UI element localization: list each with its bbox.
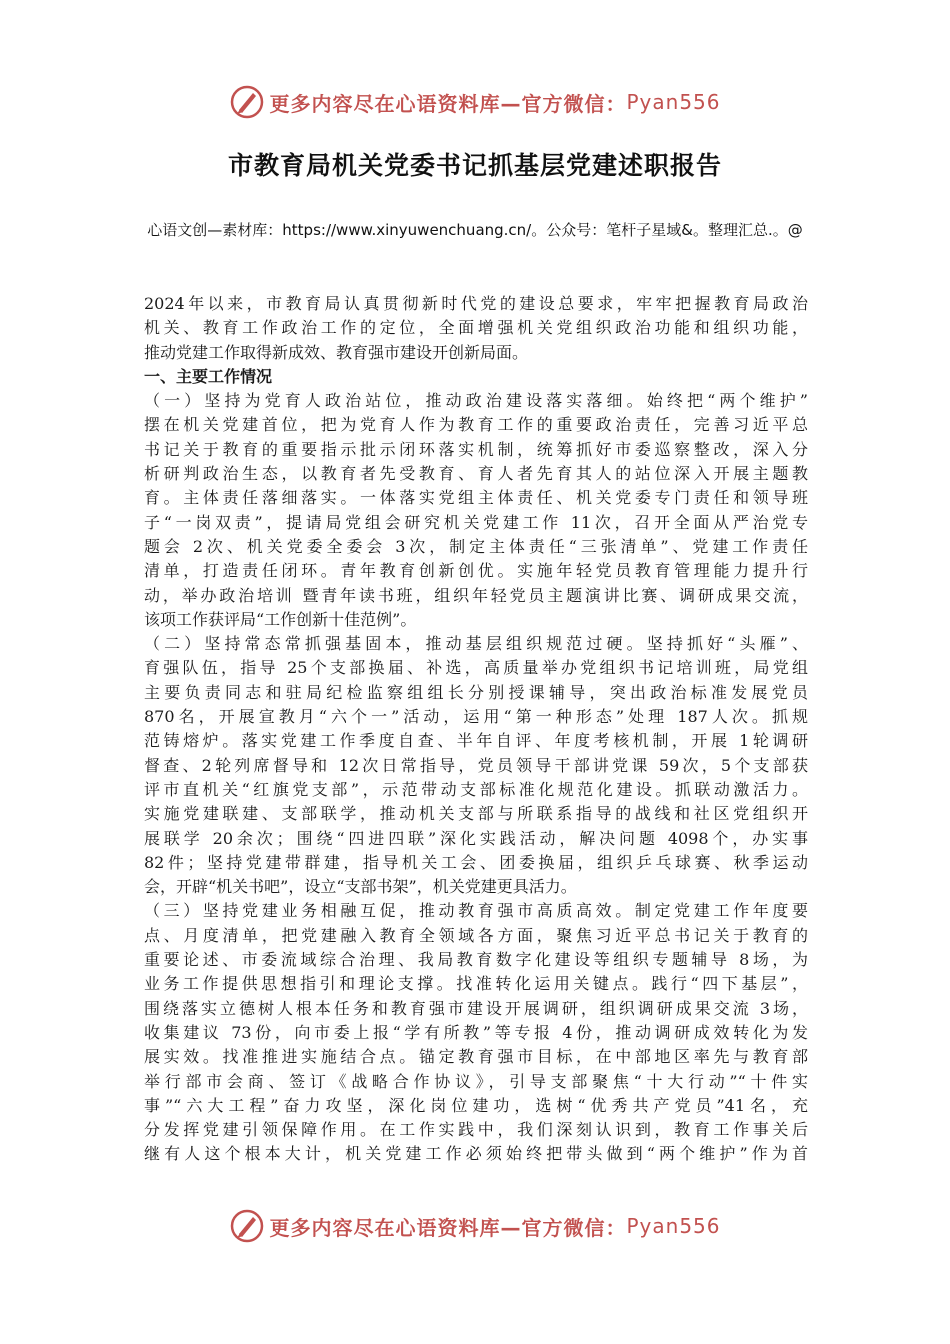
body-line: 举行部市会商、签订《战略合作协议》，引导支部聚焦“十大行动”“十件实 [144, 1071, 808, 1091]
body-line: 育强队伍，指导 25个支部换届、补选，高质量举办党组织书记培训班，局党组 [144, 658, 808, 678]
pen-logo-icon [229, 84, 265, 120]
pen-logo-icon [229, 1208, 265, 1244]
source-line: 心语文创—素材库：https://www.xinyuwenchuang.cn/。公众号：笔杆子星域&。整理汇总.。@ [147, 221, 803, 239]
body-line: 82件；坚持党建带群建，指导机关工会、团委换届，组织乒乓球赛、秋季运动 [144, 852, 808, 872]
body-line: 收集建议 73份，向市委上报“学有所教”等专报 4份，推动调研成效转化为发 [144, 1022, 808, 1042]
body-line: 2024年以来，市教育局认真贯彻新时代党的建设总要求，牢牢把握教育局政治 [144, 294, 808, 313]
body-line: 点、月度清单，把党建融入教育全领域各方面，聚焦习近平总书记关于教育的 [144, 925, 808, 945]
body-line: 育。主体责任落细落实。一体落实党组主体责任、机关党委专门责任和领导班 [144, 488, 808, 508]
body-line: 子“一岗双责”，提请局党组会研究机关党建工作 11次，召开全面从严治党专 [144, 512, 808, 532]
document-body [144, 292, 808, 1167]
header-banner [0, 82, 950, 122]
body-line: 围绕落实立德树人根本任务和教育强市建设开展调研，组织调研成果交流 3场， [144, 998, 808, 1018]
body-line: 评市直机关“红旗党支部”，示范带动支部标准化规范化建设。抓联动激活力。 [144, 779, 808, 799]
banner-wechat-id: Pyan556 [626, 90, 721, 114]
body-line: 督查、2轮列席督导和 12次日常指导，党员领导干部讲党课 59次，5个支部获 [144, 755, 808, 775]
body-line: 清单，打造责任闭环。青年教育创新创优。实施年轻党员教育管理能力提升行 [144, 561, 808, 581]
banner-wechat-id: Pyan556 [626, 1214, 721, 1238]
body-line: 事”“六大工程”奋力攻坚，深化岗位建功，选树“优秀共产党员”41名，充 [144, 1095, 808, 1115]
body-line: 继有人这个根本大计，机关党建工作必须始终把带头做到“两个维护”作为首 [144, 1144, 808, 1164]
body-line: 摆在机关党建首位，把为党育人作为教育工作的重要政治责任，完善习近平总 [144, 415, 808, 435]
body-line: 业务工作提供思想指引和理论支撑。找准转化运用关键点。践行“四下基层”， [144, 974, 808, 994]
document-title: 市教育局机关党委书记抓基层党建述职报告 [227, 151, 722, 180]
body-line: （一）坚持为党育人政治站位，推动政治建设落实落细。始终把“两个维护” [144, 391, 808, 411]
banner-text: 更多内容尽在心语资料库—官方微信： [269, 91, 627, 116]
body-line: 主要负责同志和驻局纪检监察组组长分别授课辅导，突出政治标准发展党员 [144, 682, 808, 702]
body-line: 会，开辟“机关书吧”，设立“支部书架”，机关党建更具活力。 [144, 877, 577, 897]
body-line: （二）坚持常态常抓强基固本，推动基层组织规范过硬。坚持抓好“头雁”、 [144, 634, 808, 654]
body-line: 书记关于教育的重要指示批示闭环落实机制，统筹抓好市委巡察整改，深入分 [144, 439, 808, 459]
body-line: 重要论述、市委流域综合治理、我局教育数字化建设等组织专题辅导 8场，为 [144, 950, 808, 970]
footer-banner [0, 1206, 950, 1246]
body-line: 题会 2次、机关党委全委会 3次，制定主体责任“三张清单”、党建工作责任 [144, 536, 808, 556]
body-line: 动，举办政治培训 暨青年读书班，组织年轻党员主题演讲比赛、调研成果交流， [144, 585, 808, 605]
body-line: 实施党建联建、支部联学，推动机关支部与所联系指导的战线和社区党组织开 [144, 804, 808, 824]
section-heading: 一、主要工作情况 [144, 366, 273, 386]
body-line: （三）坚持党建业务相融互促，推动教育强市高质高效。制定党建工作年度要 [144, 901, 808, 921]
body-line: 展联学 20余次；围绕“四进四联”深化实践活动，解决问题 4098个，办实事 [144, 828, 808, 848]
body-line: 展实效。找准推进实施结合点。锚定教育强市目标，在中部地区率先与教育部 [144, 1047, 808, 1067]
body-line: 机关、教育工作政治工作的定位，全面增强机关党组织政治功能和组织功能， [144, 318, 808, 338]
body-line: 范铸熔炉。落实党建工作季度自查、半年自评、年度考核机制，开展 1轮调研 [144, 731, 808, 751]
body-line: 分发挥党建引领保障作用。在工作实践中，我们深刻认识到，教育工作事关后 [144, 1120, 808, 1140]
banner-text: 更多内容尽在心语资料库—官方微信： [269, 1215, 627, 1240]
body-line: 870名，开展宣教月“六个一”活动，运用“第一种形态”处理 187人次。抓规 [144, 707, 808, 727]
body-line: 该项工作获评局“工作创新十佳范例”。 [144, 609, 417, 629]
body-line: 推动党建工作取得新成效、教育强市建设开创新局面。 [144, 342, 529, 362]
body-line: 析研判政治生态，以教育者先受教育、育人者先育其人的站位深入开展主题教 [144, 464, 808, 484]
